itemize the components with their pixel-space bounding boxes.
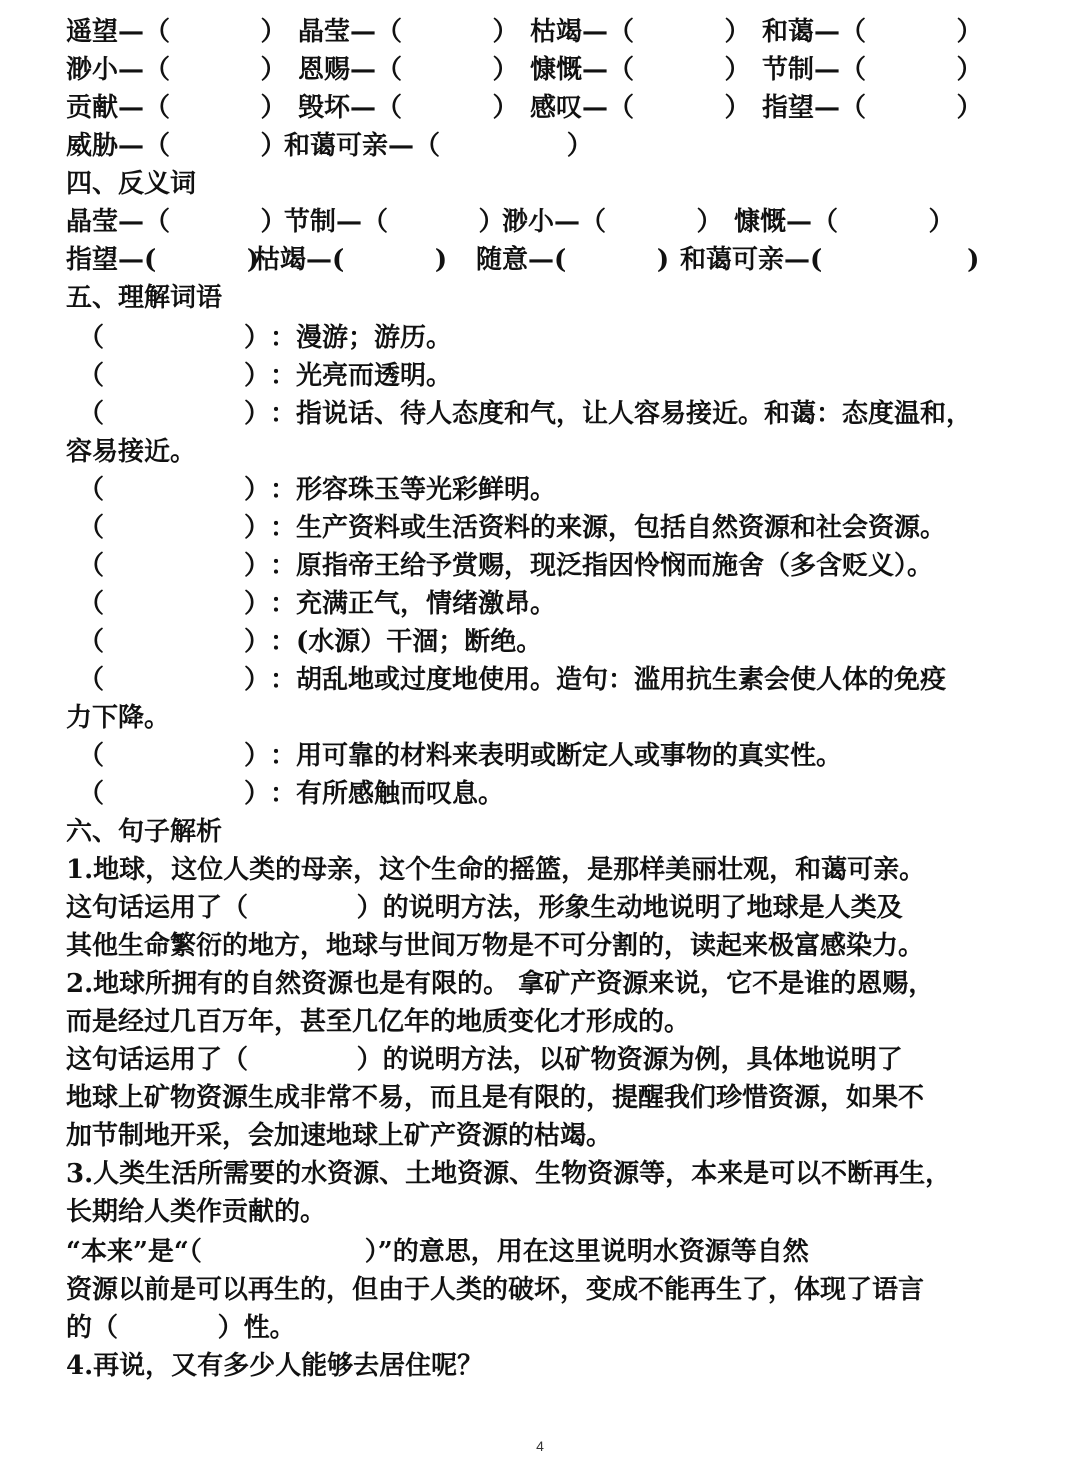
synonym-item: 枯竭—（ ） [530,17,751,47]
synonym-item: 毁坏—（ ） [298,93,519,123]
vocab-definition-continued: 容易接近。 [66,437,197,467]
antonym-item: 慷慨—（ ） [734,207,955,237]
sentence-line: 2.地球所拥有的自然资源也是有限的。 拿矿产资源来说，它不是谁的恩赐， [66,969,935,999]
synonym-item: 遥望—（ ） [66,17,287,47]
blank-close-paren: ） [244,475,271,505]
synonym-item: 恩赐—（ ） [298,55,519,85]
synonym-item: 和蔼—（ ） [762,17,983,47]
sentence-line: 而是经过几百万年，甚至几亿年的地质变化才形成的。 [66,1007,691,1037]
blank-close-paren: ） [244,779,271,809]
synonym-item: 渺小—（ ） [66,55,287,85]
blank-close-paren: ） [244,551,271,581]
synonym-item: 指望—（ ） [762,93,983,123]
blank-close-paren: ） [244,741,271,771]
sentence-line: 长期给人类作贡献的。 [66,1197,327,1227]
blank-close-paren: ） [244,665,271,695]
antonym-item: 和蔼可亲—( ) [680,245,980,275]
vocab-definition: ：指说话、待人态度和气，让人容易接近。和蔼：态度温和， [270,399,973,429]
page-number: 4 [536,1438,544,1454]
vocab-definition: ：形容珠玉等光彩鲜明。 [270,475,557,505]
synonym-item: 威胁—（ ） [66,131,287,161]
vocab-definition: ：有所感触而叹息。 [270,779,505,809]
synonym-item: 和蔼可亲—（ ） [284,131,593,161]
sentence-line: 其他生命繁衍的地方，地球与世间万物是不可分割的，读起来极富感染力。 [66,931,925,961]
antonym-item: 节制—（ ） [284,207,505,237]
sentence-line: 这句话运用了（ ）的说明方法，形象生动地说明了地球是人类及 [66,893,903,923]
synonym-item: 感叹—（ ） [530,93,751,123]
synonym-item: 慷慨—（ ） [530,55,751,85]
blank-close-paren: ） [244,323,271,353]
blank-close-paren: ） [244,589,271,619]
antonym-item: 随意—( ) [476,245,670,275]
synonym-item: 晶莹—（ ） [298,17,519,47]
vocab-definition: ：生产资料或生活资料的来源，包括自然资源和社会资源。 [270,513,947,543]
blank-open-paren: （ [78,779,105,809]
sentence-line: 地球上矿物资源生成非常不易，而且是有限的，提醒我们珍惜资源，如果不 [66,1083,925,1113]
blank-close-paren: ） [244,513,271,543]
blank-open-paren: （ [78,513,105,543]
sentence-line: 资源以前是可以再生的，但由于人类的破坏，变成不能再生了，体现了语言 [66,1275,925,1305]
antonym-item: 渺小—（ ） [502,207,723,237]
section-heading-vocab: 五、理解词语 [66,283,223,313]
sentence-line: 的（ ）性。 [66,1313,296,1343]
vocab-definition: ：(水源）干涸；断绝。 [270,627,543,657]
sentence-line: 3.人类生活所需要的水资源、土地资源、生物资源等，本来是可以不断再生， [66,1159,952,1189]
blank-open-paren: （ [78,589,105,619]
vocab-definition: ：胡乱地或过度地使用。造句：滥用抗生素会使人体的免疫 [270,665,947,695]
synonym-item: 贡献—（ ） [66,93,287,123]
section-heading-sentences: 六、句子解析 [66,817,223,847]
blank-open-paren: （ [78,665,105,695]
antonym-item: 晶莹—（ ） [66,207,287,237]
sentence-line: 4.再说，又有多少人能够去居住呢？ [66,1351,484,1381]
synonym-item: 节制—（ ） [762,55,983,85]
antonym-item: 枯竭—( ) [254,245,448,275]
blank-close-paren: ） [244,361,271,391]
blank-open-paren: （ [78,399,105,429]
blank-open-paren: （ [78,627,105,657]
sentence-line: 1.地球，这位人类的母亲，这个生命的摇篮，是那样美丽壮观，和蔼可亲。 [66,855,926,885]
vocab-definition: ：原指帝王给予赏赐，现泛指因怜悯而施舍（多含贬义）。 [270,551,934,581]
blank-close-paren: ） [244,399,271,429]
blank-open-paren: （ [78,475,105,505]
antonym-item: 指望—( ) [66,245,260,275]
sentence-line: “本来”是“（ ）”的意思，用在这里说明水资源等自然 [66,1237,809,1267]
vocab-definition: ：光亮而透明。 [270,361,453,391]
vocab-definition: ：漫游；游历。 [270,323,453,353]
vocab-definition: ：用可靠的材料来表明或断定人或事物的真实性。 [270,741,843,771]
section-heading-antonyms: 四、反义词 [66,169,197,199]
vocab-definition-continued: 力下降。 [66,703,171,733]
blank-open-paren: （ [78,741,105,771]
sentence-line: 加节制地开采，会加速地球上矿产资源的枯竭。 [66,1121,613,1151]
blank-open-paren: （ [78,361,105,391]
vocab-definition: ：充满正气，情绪激昂。 [270,589,557,619]
sentence-line: 这句话运用了（ ）的说明方法，以矿物资源为例，具体地说明了 [66,1045,903,1075]
blank-open-paren: （ [78,323,105,353]
blank-open-paren: （ [78,551,105,581]
blank-close-paren: ） [244,627,271,657]
